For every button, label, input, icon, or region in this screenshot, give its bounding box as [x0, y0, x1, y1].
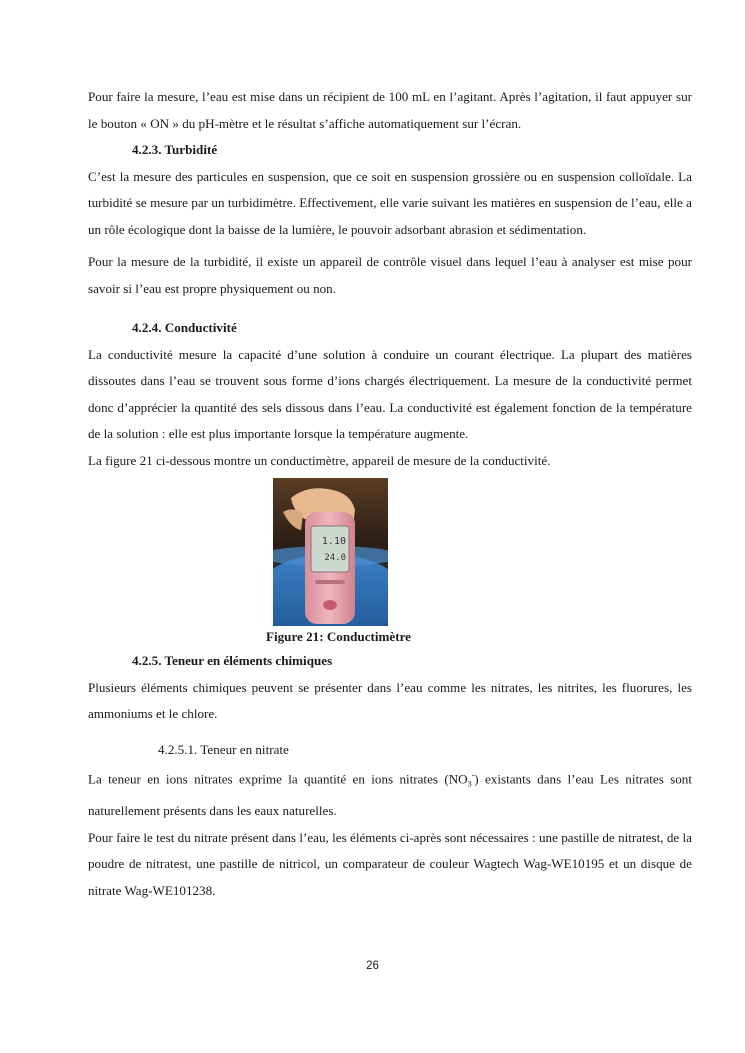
- paragraph-conductivite-definition: La conductivité mesure la capacité d’une solution à conduire un courant électrique. La plupart des matières dissoutes dans l’eau se trouvent sous forme d’ions chargés électriquement. La mesure de la conductivité permet donc d’apprécier la quantité des sels dissous dans l’eau. La conductivité est également fonction de la température de la solution : elle est plus importante lorsque la température augmente.: [88, 346, 692, 441]
- nitrate-text-end: ) existants dans l’eau Les nitrates sont naturellement présents dans les eaux naturelles.: [88, 771, 692, 819]
- heading-conductivite: 4.2.4. Conductivité: [132, 320, 237, 335]
- paragraph-ph-measure: Pour faire la mesure, l’eau est mise dans un récipient de 100 mL en l’agitant. Après l’agitation, il faut appuyer sur le bouton « ON » du pH-mètre et le résultat s’affiche automatiquement sur l’écran.: [88, 89, 692, 131]
- figure-conductimetre: [88, 478, 692, 626]
- paragraph-turbidite-definition: C’est la mesure des particules en suspension, que ce soit en suspension grossière ou en suspension colloïdale. La turbidité se mesure par un turbidimètre. Effectivement, elle varie suivant les matières en suspension de l’eau, elle a un rôle écologique dont la baisse de la lumière, le pouvoir adsorbant abrasion et sédimentation.: [88, 168, 692, 237]
- nitrate-superscript: -: [471, 771, 475, 780]
- paragraph-elements-chimiques: Plusieurs éléments chimiques peuvent se présenter dans l’eau comme les nitrates, les nitrites, les fluorures, les ammoniums et le chlore.: [88, 679, 692, 721]
- heading-teneur-nitrate: 4.2.5.1. Teneur en nitrate: [158, 741, 289, 757]
- page-number: 26: [366, 960, 379, 972]
- page-body: [88, 84, 692, 904]
- display-reading-2: 24.0: [324, 553, 346, 563]
- paragraph-nitrate-definition: [88, 763, 692, 825]
- paragraph-turbidite-measure: Pour la mesure de la turbidité, il existe un appareil de contrôle visuel dans lequel l’eau à analyser est mise pour savoir si l’eau est propre physiquement ou non.: [88, 254, 692, 296]
- nitrate-text-start: La teneur en ions nitrates exprime la quantité en ions nitrates (NO: [88, 771, 468, 787]
- figure-caption: Figure 21: Conductimètre: [266, 629, 411, 644]
- nitrate-subscript: 3: [467, 779, 472, 789]
- paragraph-nitrate-test: Pour faire le test du nitrate présent dans l’eau, les éléments ci-après sont nécessaires : une pastille de nitratest, de la poudre de nitratest, une pastille de nitricol, un comparateur de couleur Wagtech Wag-WE10195 et un disque de nitrate Wag-WE101238.: [88, 829, 692, 898]
- heading-teneur-elements: 4.2.5. Teneur en éléments chimiques: [132, 653, 333, 668]
- display-reading-1: 1.10: [321, 536, 346, 547]
- heading-turbidite: 4.2.3. Turbidité: [132, 142, 218, 157]
- conductimetre-photo: [273, 478, 388, 626]
- paragraph-figure-reference: La figure 21 ci-dessous montre un conductimètre, appareil de mesure de la conductivité.: [88, 452, 551, 468]
- device-button-icon: [323, 600, 337, 610]
